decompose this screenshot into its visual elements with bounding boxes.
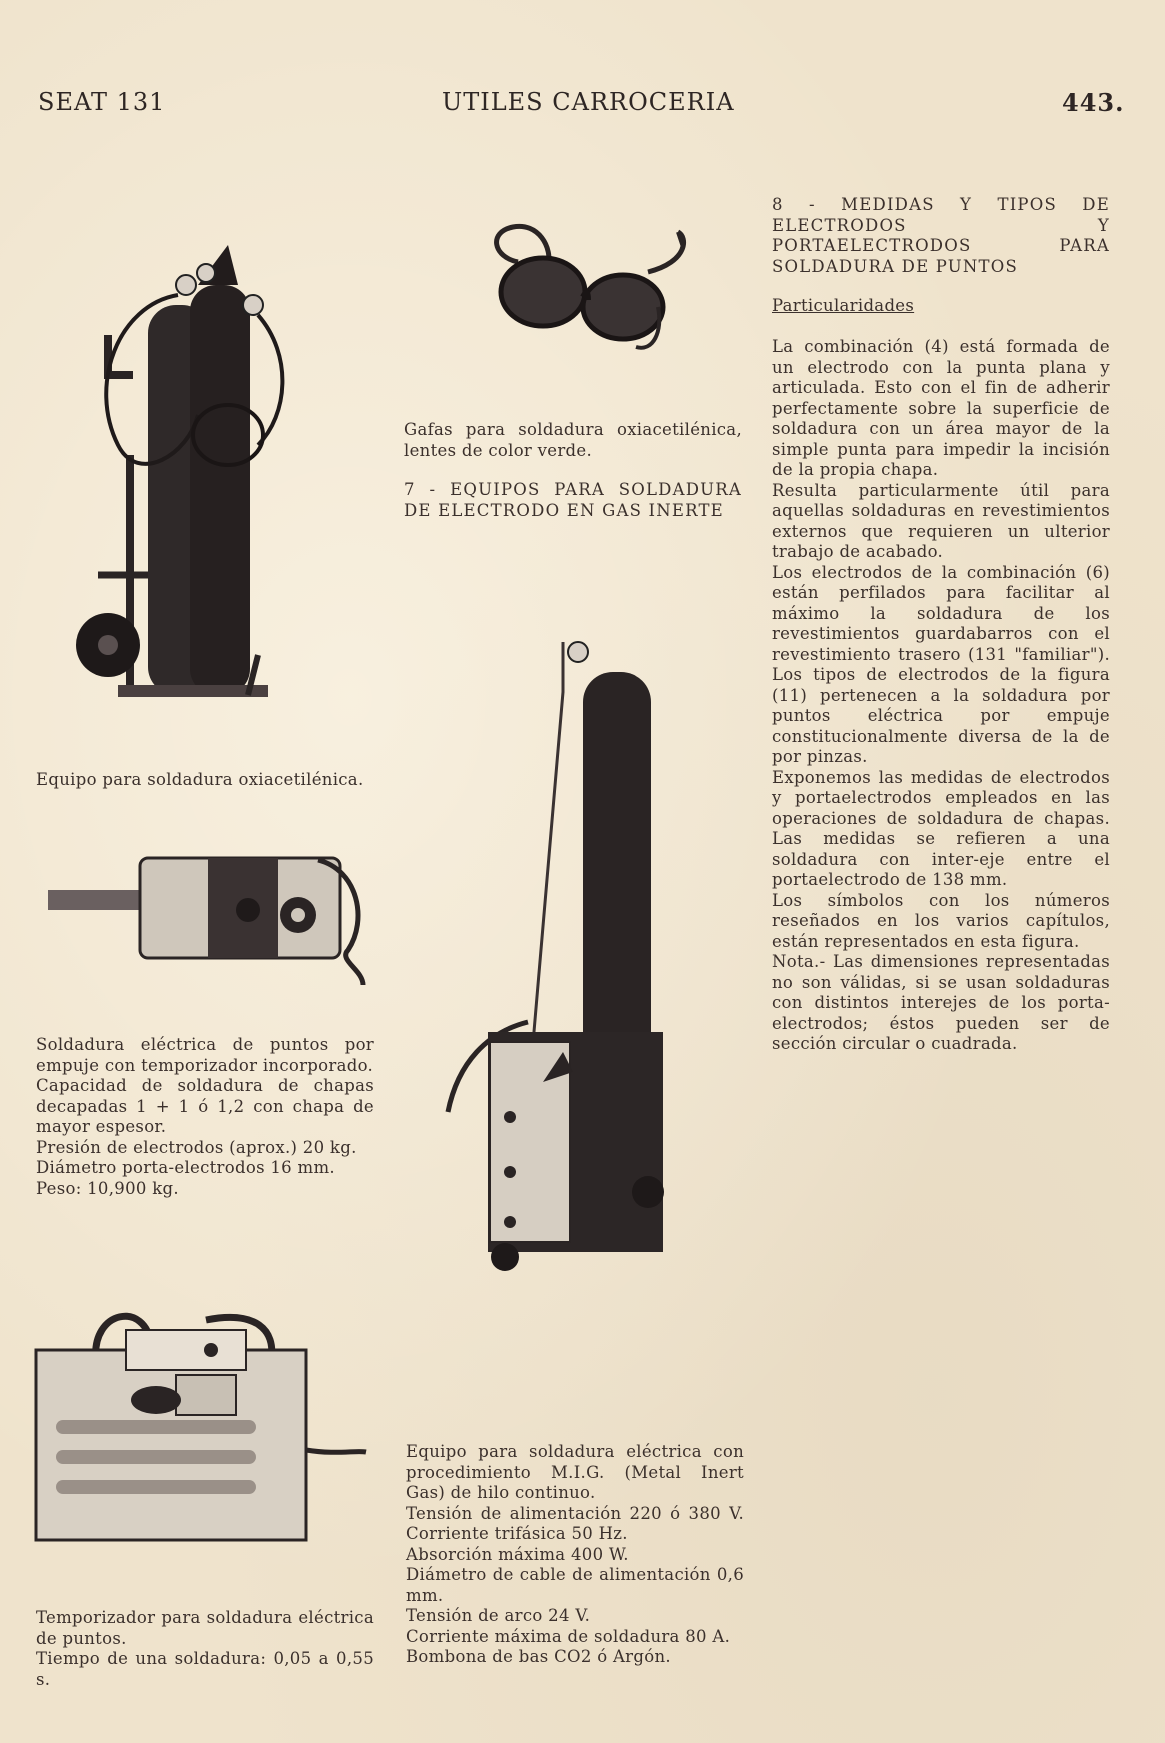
timer-caption: [36, 1608, 374, 1690]
spot-welder-line: Peso: 10,900 kg.: [36, 1178, 179, 1198]
timer-line: Tiempo de una soldadura: 0,05 a 0,55 s.: [36, 1649, 374, 1689]
body-paragraph: Los electrodos de la combinación (6) están perfilados para facilitar al máximo la soldadura de los revestimientos guardabarros con el revestimiento trasero (131 "familiar"). Los tipos de electrodos de la figura (11) pertenecen a la soldadura por puntos eléctrica por empuje constitucionalmente diversa de la de por pinzas.: [772, 562, 1110, 766]
mig-line: Absorción máxima 400 W.: [406, 1544, 629, 1564]
welding-goggles-photo: [488, 222, 698, 362]
spot-welder-caption: [36, 1035, 374, 1199]
body-paragraph: Los símbolos con los números reseñados en los varios capítulos, están representados en esta figura.: [772, 890, 1110, 951]
spot-welder-line: Diámetro porta-electrodos 16 mm.: [36, 1158, 335, 1177]
header-title: UTILES CARROCERIA: [442, 88, 735, 116]
body-paragraph: Nota.- Las dimensiones representadas no son válidas, si se usan soldaduras con distintos interejes de los porta-electrodos; éstos pueden ser de sección circular o cuadrada.: [772, 952, 1110, 1053]
section-8-subheading: Particularidades: [772, 296, 915, 315]
mig-caption: [406, 1442, 744, 1668]
section-8-heading: 8 - MEDIDAS Y TIPOS DE ELECTRODOS Y PORTAELECTRODOS PARA SOLDADURA DE PUNTOS: [772, 195, 1110, 276]
spot-welder-line: Presión de electrodos (aprox.) 20 kg.: [36, 1137, 357, 1157]
mig-welder-photo: [448, 632, 718, 1272]
spot-welder-line: Soldadura eléctrica de puntos por empuje con temporizador incorporado.: [36, 1035, 374, 1075]
mig-line: Tensión de alimentación 220 ó 380 V. Corriente trifásica 50 Hz.: [406, 1503, 744, 1543]
mig-line: Bombona de bas CO2 ó Argón.: [406, 1647, 671, 1666]
header-model: SEAT 131: [38, 88, 166, 116]
timer-line: Temporizador para soldadura eléctrica de puntos.: [36, 1608, 374, 1648]
section-8-body: [772, 337, 1110, 1055]
body-paragraph: Exponemos las medidas de electrodos y portaelectrodos empleados en las operaciones de soldadura de chapas. Las medidas se refieren a una soldadura con inter-eje entre el portaelectrodo de 138 mm.: [772, 767, 1110, 889]
mig-line: Tensión de arco 24 V.: [406, 1606, 591, 1625]
mig-line: Equipo para soldadura eléctrica con procedimiento M.I.G. (Metal Inert Gas) de hilo continuo.: [406, 1442, 744, 1502]
body-paragraph: La combinación (4) está formada de un electrodo con la punta plana y articulada. Esto con el fin de adherir perfectamente sobre la superficie de soldadura con un área mayor de la simple punta para impedir la incisión de la propia chapa.: [772, 337, 1110, 479]
goggles-caption: Gafas para soldadura oxiacetilénica, lentes de color verde.: [404, 420, 742, 460]
body-paragraph: Resulta particularmente útil para aquellas soldaduras en revestimientos externos que requieren un ulterior trabajo de acabado.: [772, 480, 1110, 561]
spot-welder-line: Capacidad de soldadura de chapas decapadas 1 + 1 ó 1,2 con chapa de mayor espesor.: [36, 1076, 374, 1136]
spot-welder-gun-photo: [48, 850, 368, 990]
section-7-heading: 7 - EQUIPOS PARA SOLDADURA DE ELECTRODO EN GAS INERTE: [404, 480, 742, 520]
mig-line: Diámetro de cable de alimentación 0,6 mm.: [406, 1565, 744, 1605]
page-number: 443.: [1062, 88, 1125, 117]
spot-timer-photo: [36, 1290, 366, 1560]
oxyacetylene-equipment-photo: [78, 245, 298, 715]
oxyacetylene-caption: Equipo para soldadura oxiacetilénica.: [36, 770, 364, 789]
mig-line: Corriente máxima de soldadura 80 A.: [406, 1626, 731, 1646]
